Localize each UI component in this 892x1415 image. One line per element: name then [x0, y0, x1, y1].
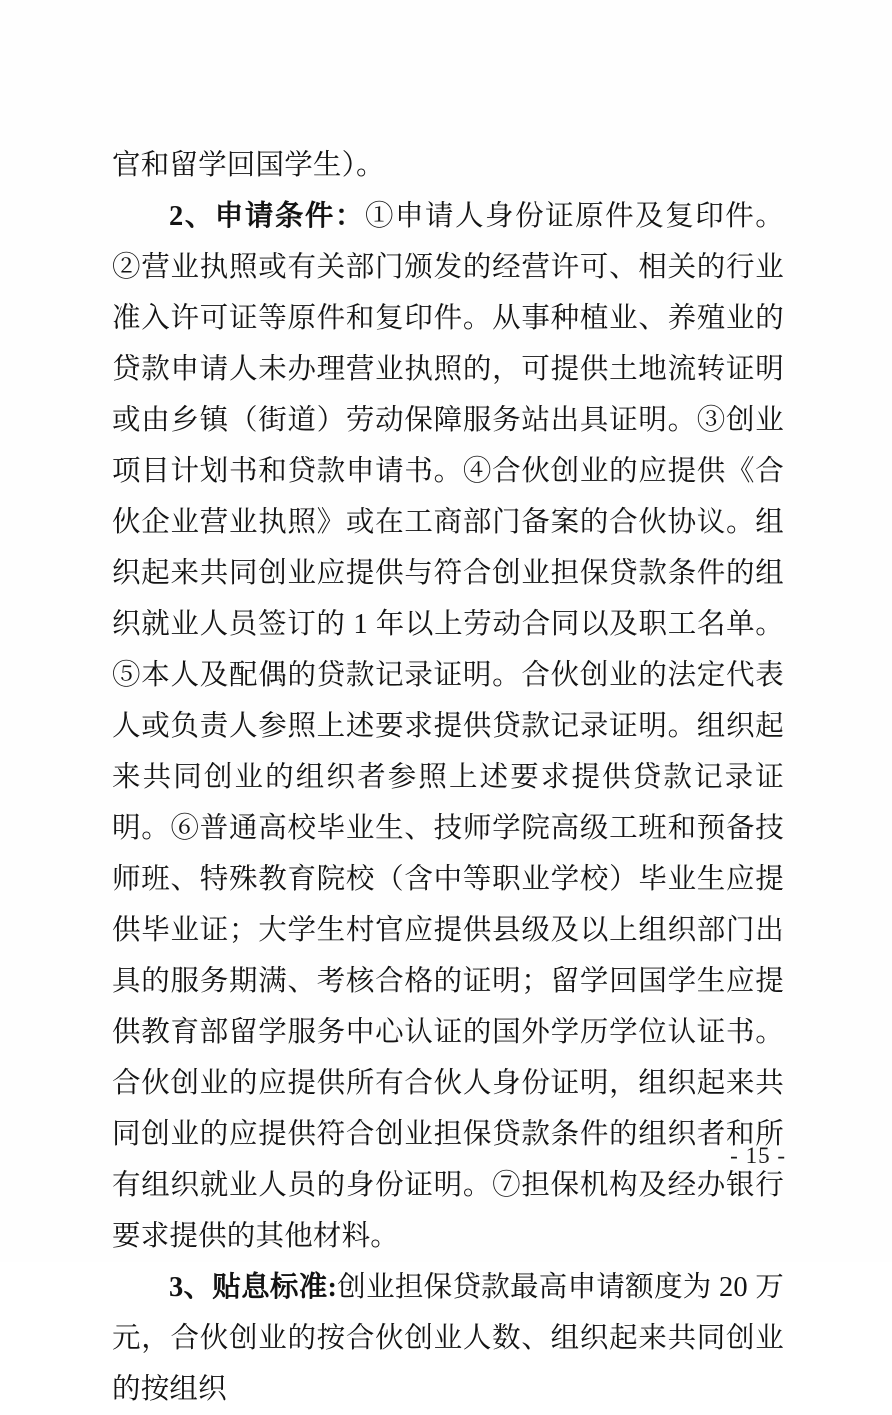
heading-run-application-conditions: 2、申请条件：: [169, 201, 365, 232]
paragraph-subsidy-standard: [112, 1262, 784, 1415]
page-number: - 15 -: [730, 1143, 786, 1168]
text-run: 创业担保贷款最高申请额度为 20 万元，合伙创业的按合伙创业人数、组织起来共同创业的按组织: [112, 1272, 784, 1405]
heading-run-subsidy-standard: 3、贴息标准:: [169, 1272, 338, 1303]
paragraph-application-conditions: [112, 191, 784, 1262]
text-run: ①申请人身份证原件及复印件。②营业执照或有关部门颁发的经营许可、相关的行业准入许可证等原件和复印件。从事种植业、养殖业的贷款申请人未办理营业执照的，可提供土地流转证明或由乡镇（街道）劳动保障服务站出具证明。③创业项目计划书和贷款申请书。④合伙创业的应提供《合伙企业营业执照》或在工商部门备案的合伙协议。组织起来共同创业应提供与符合创业担保贷款条件的组织就业人员签订的 1 年以上劳动合同以及职工名单。⑤本人及配偶的贷款记录证明。合伙创业的法定代表人或负责人参照上述要求提供贷款记录证明。组织起来共同创业的组织者参照上述要求提供贷款记录证明。⑥普通高校毕业生、技师学院高级工班和预备技师班、特殊教育院校（含中等职业学校）毕业生应提供毕业证；大学生村官应提供县级及以上组织部门出具的服务期满、考核合格的证明；留学回国学生应提供教育部留学服务中心认证的国外学历学位认证书。合伙创业的应提供所有合伙人身份证明，组织起来共同创业的应提供符合创业担保贷款条件的组织者和所有组织就业人员的身份证明。⑦担保机构及经办银行要求提供的其他材料。: [112, 201, 784, 1252]
document-body: [112, 140, 784, 1415]
paragraph-carryover: [112, 140, 784, 191]
text-run: 官和留学回国学生）。: [112, 150, 385, 181]
